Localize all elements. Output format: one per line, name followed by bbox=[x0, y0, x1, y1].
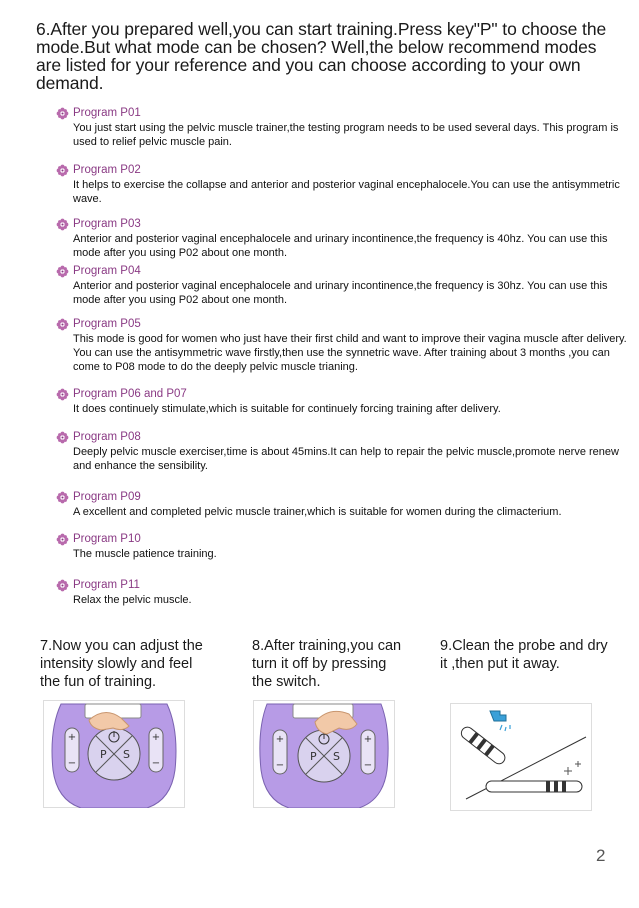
program-description: Anterior and posterior vaginal encephalocele and urinary incontinence,the frequency is 30hz. You can use this mode after you using P02 about one month. bbox=[73, 280, 608, 307]
program-item bbox=[56, 387, 636, 416]
program-description: It does continuely stimulate,which is suitable for continuely forcing training after delivery. bbox=[73, 403, 501, 415]
clean-probe-illustration bbox=[450, 703, 592, 811]
step-7-text: 7.Now you can adjust the intensity slowly and feel the fun of training. bbox=[40, 638, 203, 690]
flower-bullet-icon bbox=[56, 388, 69, 401]
flower-bullet-icon bbox=[56, 107, 69, 120]
right-plus-key: + bbox=[151, 732, 161, 743]
program-description: You just start using the pelvic muscle trainer,the testing program needs to be used several days. This program is used to relief pelvic muscle pain. bbox=[73, 122, 619, 149]
program-description: This mode is good for women who just have their first child and want to improve their vagina muscle after delivery. You can use the antisymmetric wave firstly,then use the synnetric wave. After training about 3 months ,you can come to P08 mode to do the deeply pelvic muscle trianing. bbox=[73, 333, 627, 374]
program-description: Anterior and posterior vaginal encephalocele and urinary incontinence,the frequency is 40hz. You can use this mode after you using P02 about one month. bbox=[73, 233, 608, 260]
program-title: Program P11 bbox=[73, 578, 140, 591]
program-title: Program P03 bbox=[73, 217, 141, 230]
flower-bullet-icon bbox=[56, 579, 69, 592]
program-description: It helps to exercise the collapse and anterior and posterior vaginal encephalocele.You can use the antisymmetric wave. bbox=[73, 179, 620, 206]
intro-paragraph: 6.After you prepared well,you can start training.Press key"P" to choose the mode.But what mode can be chosen? Well,the below recommend modes are listed for your reference and you can choose according to your own demand. bbox=[36, 19, 607, 93]
program-description: Deeply pelvic muscle exerciser,time is about 45mins.It can help to repair the pelvic muscle,promote nerve renew and enhance the sensibility. bbox=[73, 446, 619, 473]
s-key-label: S bbox=[123, 748, 130, 761]
program-description: The muscle patience training. bbox=[73, 548, 217, 560]
program-description: Relax the pelvic muscle. bbox=[73, 594, 192, 606]
step-8-text: 8.After training,you can turn it off by pressing the switch. bbox=[252, 638, 402, 690]
program-item bbox=[56, 490, 636, 519]
program-title: Program P02 bbox=[73, 163, 141, 176]
flower-bullet-icon bbox=[56, 218, 69, 231]
page-number: 2 bbox=[596, 846, 606, 865]
left-minus-key: − bbox=[275, 760, 285, 771]
program-title: Program P08 bbox=[73, 430, 141, 443]
right-minus-key: − bbox=[363, 760, 373, 771]
p-key-label: P bbox=[310, 750, 317, 763]
step-9-text: 9.Clean the probe and dry it ,then put it away. bbox=[440, 638, 608, 672]
program-title: Program P10 bbox=[73, 532, 141, 545]
s-key-label: S bbox=[333, 750, 340, 763]
program-item bbox=[56, 532, 636, 561]
program-title: Program P09 bbox=[73, 490, 141, 503]
program-title: Program P06 and P07 bbox=[73, 387, 187, 400]
right-minus-key: − bbox=[151, 758, 161, 769]
program-item bbox=[56, 578, 636, 607]
left-plus-key: + bbox=[275, 734, 285, 745]
program-item bbox=[56, 217, 636, 260]
flower-bullet-icon bbox=[56, 318, 69, 331]
program-item bbox=[56, 430, 636, 473]
flower-bullet-icon bbox=[56, 265, 69, 278]
p-key-label: P bbox=[100, 748, 107, 761]
program-title: Program P04 bbox=[73, 264, 141, 277]
right-plus-key: + bbox=[363, 734, 373, 745]
program-item bbox=[56, 106, 636, 149]
flower-bullet-icon bbox=[56, 491, 69, 504]
program-item bbox=[56, 163, 636, 206]
flower-bullet-icon bbox=[56, 533, 69, 546]
program-title: Program P01 bbox=[73, 106, 141, 119]
turn-off-illustration bbox=[253, 700, 395, 808]
program-title: Program P05 bbox=[73, 317, 141, 330]
left-minus-key: − bbox=[67, 758, 77, 769]
flower-bullet-icon bbox=[56, 431, 69, 444]
program-item bbox=[56, 317, 636, 375]
left-plus-key: + bbox=[67, 732, 77, 743]
adjust-intensity-illustration bbox=[43, 700, 185, 808]
program-description: A excellent and completed pelvic muscle trainer,which is suitable for women during the climacterium. bbox=[73, 506, 562, 518]
program-item bbox=[56, 264, 636, 307]
flower-bullet-icon bbox=[56, 164, 69, 177]
